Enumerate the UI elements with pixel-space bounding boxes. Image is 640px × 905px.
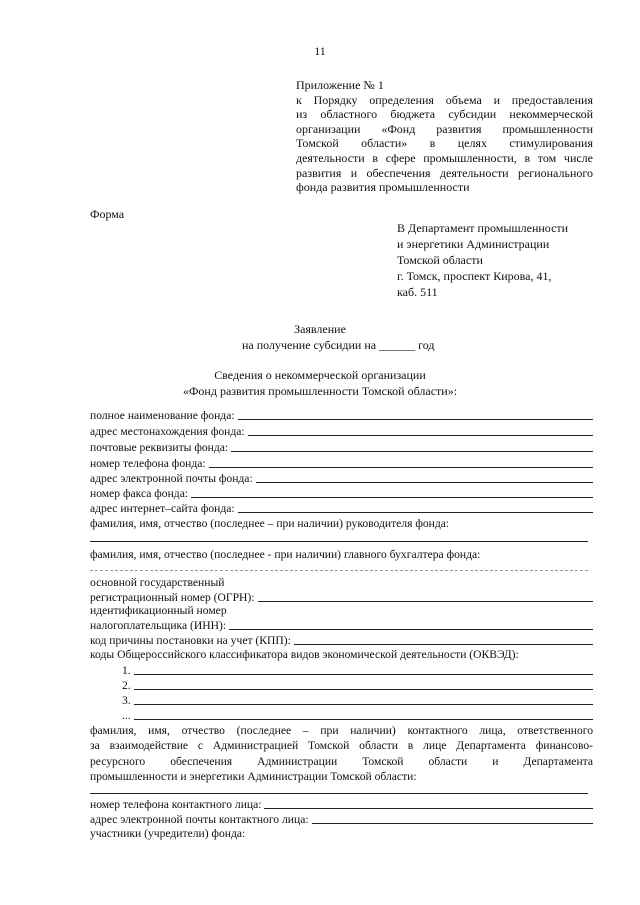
address-input-line[interactable] — [248, 424, 593, 436]
form-label: Форма — [90, 207, 125, 221]
okved-item-1[interactable] — [122, 663, 593, 678]
phone-input-line[interactable] — [209, 456, 593, 468]
okved-input-line[interactable] — [134, 678, 593, 690]
website-field[interactable] — [90, 501, 593, 516]
appendix-line: организации «Фонд развития промышленности — [296, 121, 593, 136]
appendix-block — [296, 78, 593, 195]
statement-subtitle: на получение субсидии на ______ год — [242, 338, 435, 352]
info-heading-line-2: «Фонд развития промышленности Томской области»: — [182, 384, 458, 398]
kpp-label: код причины постановки на учет (КПП): — [90, 634, 291, 647]
accountant-name-input-line[interactable] — [90, 570, 588, 571]
appendix-line: развития и обеспечения деятельности регионального — [296, 165, 593, 180]
okved-input-line[interactable] — [134, 708, 593, 720]
addressee-line: и энергетики Администрации — [397, 237, 550, 251]
contact-person-line: фамилия, имя, отчество (последнее – при наличии) контактного лица, ответственного — [90, 724, 593, 737]
website-input-line[interactable] — [238, 501, 593, 513]
contact-email-input-line[interactable] — [312, 812, 593, 824]
contact-email-field[interactable] — [90, 812, 593, 827]
contact-email-label: адрес электронной почты контактного лица: — [90, 813, 309, 826]
inn-field[interactable] — [90, 618, 593, 633]
postal-field[interactable] — [90, 440, 593, 455]
fax-input-line[interactable] — [191, 486, 593, 498]
okved-item-number: ... — [122, 709, 131, 722]
kpp-input-line[interactable] — [294, 633, 593, 645]
appendix-line: Томской области» в целях стимулирования — [296, 136, 593, 151]
addressee-line: В Департамент промышленности — [397, 221, 569, 235]
appendix-line: из областного бюджета субсидии некоммерческой — [296, 107, 593, 122]
contact-person-line: промышленности и энергетики Администрации Томской области: — [90, 770, 417, 784]
head-name-label: фамилия, имя, отчество (последнее – при наличии) руководителя фонда: — [90, 517, 450, 530]
contact-phone-label: номер телефона контактного лица: — [90, 798, 262, 811]
addressee-block — [397, 220, 568, 300]
ogrn-input-line[interactable] — [258, 590, 593, 602]
email-input-line[interactable] — [256, 471, 593, 483]
okved-item-more[interactable] — [122, 708, 593, 723]
addressee-line: Томской области — [397, 253, 483, 267]
contact-person-line: за взаимодействие с Администрацией Томской области в лице Департамента финансово- — [90, 739, 593, 753]
appendix-title: Приложение № 1 — [296, 78, 384, 92]
inn-label: налогоплательщика (ИНН): — [90, 619, 227, 632]
contact-person-paragraph — [90, 723, 593, 785]
postal-input-line[interactable] — [231, 440, 593, 452]
kpp-field[interactable] — [90, 633, 593, 648]
phone-field[interactable] — [90, 456, 593, 471]
founders-label: участники (учредители) фонда: — [90, 827, 246, 840]
info-heading-line-1: Сведения о некоммерческой организации — [214, 368, 426, 382]
full-name-input-line[interactable] — [238, 408, 593, 420]
appendix-line: к Порядку определения объема и предоставления — [296, 92, 593, 107]
okved-item-number: 1. — [122, 664, 131, 677]
contact-person-input-line[interactable] — [90, 793, 588, 794]
website-label: адрес интернет–сайта фонда: — [90, 502, 235, 515]
full-name-field[interactable] — [90, 408, 593, 423]
ogrn-label: регистрационный номер (ОГРН): — [90, 591, 255, 604]
full-name-label: полное наименование фонда: — [90, 409, 235, 422]
contact-phone-field[interactable] — [90, 797, 593, 812]
contact-person-line: ресурсного обеспечения Администрации Томской области и Департамента — [90, 754, 593, 768]
okved-input-line[interactable] — [134, 693, 593, 705]
addressee-line: каб. 511 — [397, 285, 438, 299]
email-field[interactable] — [90, 471, 593, 486]
okved-item-3[interactable] — [122, 693, 593, 708]
postal-label: почтовые реквизиты фонда: — [90, 441, 229, 454]
appendix-line: фонда развития промышленности — [296, 180, 470, 195]
phone-label: номер телефона фонда: — [90, 457, 206, 470]
email-label: адрес электронной почты фонда: — [90, 472, 253, 485]
page-number: 11 — [314, 44, 326, 58]
address-field[interactable] — [90, 424, 593, 439]
ogrn-field[interactable] — [90, 590, 593, 605]
okved-item-number: 2. — [122, 679, 131, 692]
okved-label: коды Общероссийского классификатора видов экономической деятельности (ОКВЭД): — [90, 648, 519, 661]
statement-title: Заявление — [294, 322, 346, 336]
accountant-name-label: фамилия, имя, отчество (последнее - при наличии) главного бухгалтера фонда: — [90, 548, 481, 561]
okved-item-number: 3. — [122, 694, 131, 707]
okved-input-line[interactable] — [134, 663, 593, 675]
head-name-input-line[interactable] — [90, 541, 588, 542]
inn-input-line[interactable] — [229, 618, 593, 630]
okved-item-2[interactable] — [122, 678, 593, 693]
fax-label: номер факса фонда: — [90, 487, 189, 500]
ogrn-label-line-1: основной государственный — [90, 576, 225, 589]
addressee-line: г. Томск, проспект Кирова, 41, — [397, 269, 552, 283]
fax-field[interactable] — [90, 486, 593, 501]
contact-phone-input-line[interactable] — [264, 797, 593, 809]
appendix-line: деятельности в сфере промышленности, в том числе — [296, 150, 593, 165]
inn-label-line-1: идентификационный номер — [90, 604, 227, 617]
address-label: адрес местонахождения фонда: — [90, 425, 245, 438]
